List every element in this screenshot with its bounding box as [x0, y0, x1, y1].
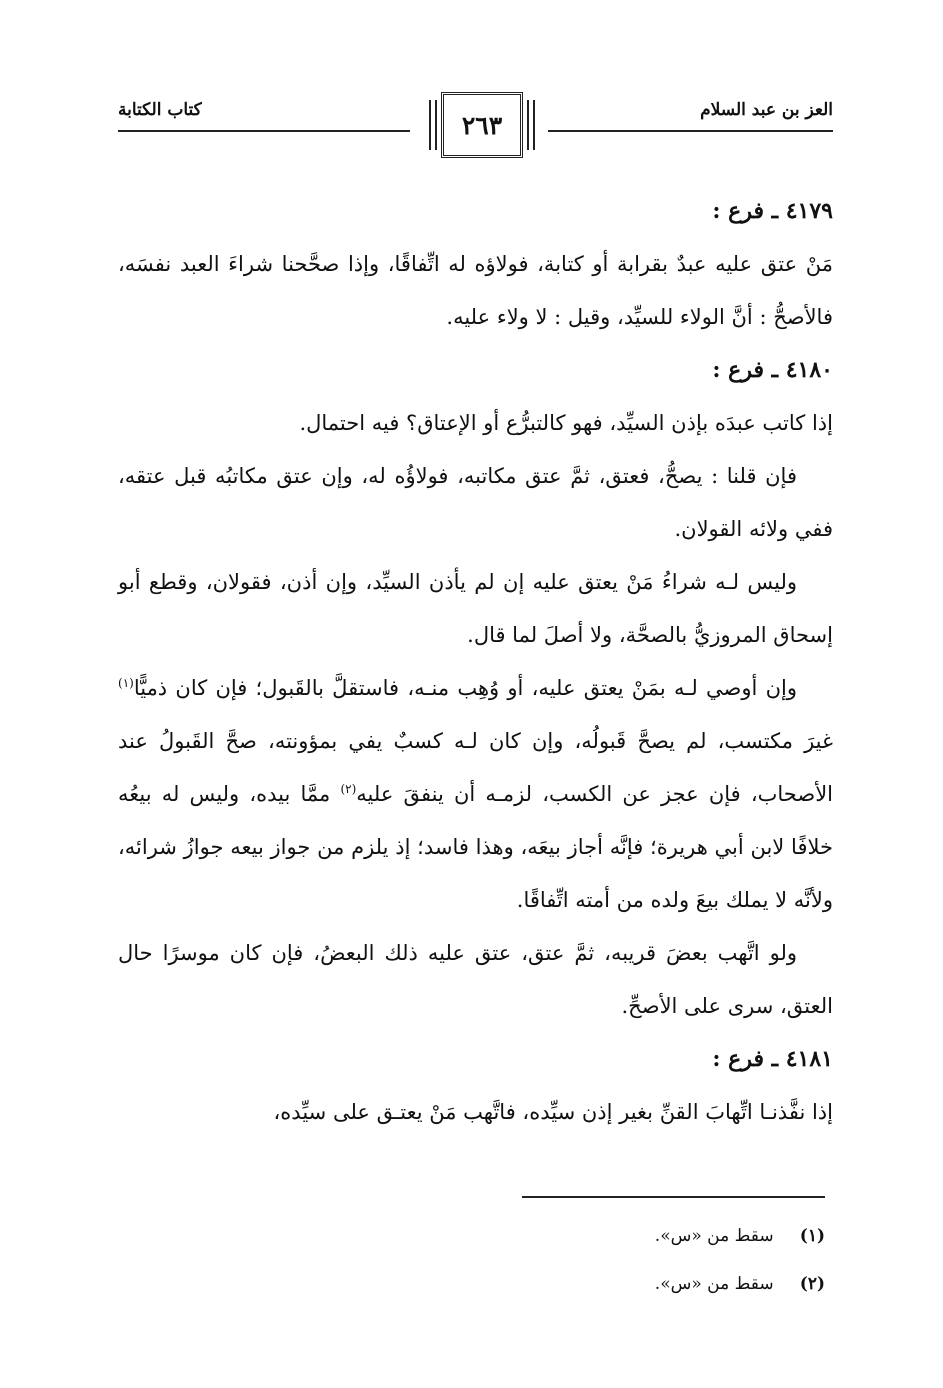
page-header [118, 88, 833, 166]
paragraph-with-footnotes [118, 662, 833, 927]
paragraph-text: وإن أوصي لـه بمَنْ يعتق عليه، أو وُهِب منـه، فاستقلَّ بالقَبول؛ فإن كان ذميًّا [133, 676, 797, 700]
chapter-title: كتاب الكتابة [118, 100, 202, 120]
author-title: العز بن عبد السلام [700, 100, 833, 120]
paragraph-text: غيرَ مكتسب، لم يصحَّ قَبولُه، وإن كان لـه كسبٌ يفي بمؤونته، صحَّ القَبولُ عند الأصحاب، فإن عجز عن الكسب، لزمـه أن ينفقَ عليه [118, 729, 834, 806]
section-heading-4179: ٤١٧٩ ـ فرع : [712, 198, 833, 224]
footnotes [325, 1212, 825, 1308]
paragraph: وليس لـه شراءُ مَنْ يعتق عليه إن لم يأذن السيِّد، وإن أذن، فقولان، وقطع أبو إسحاق المروزيُّ بالصحَّة، ولا أصلَ لما قال. [118, 570, 833, 647]
page-number: ٢٦٣ [461, 110, 503, 140]
section-heading-4181: ٤١٨١ ـ فرع : [712, 1046, 833, 1072]
paragraph: مَنْ عتق عليه عبدٌ بقرابة أو كتابة، فولاؤه له اتِّفاقًا، وإذا صحَّحنا شراءَ العبد نفسَه، فالأصحُّ : أنَّ الولاء للسيِّد، وقيل : لا ولاء عليه. [118, 252, 833, 329]
paragraph-text: ممَّا بيده، وليس له بيعُه خلافًا لابن أبي هريرة؛ فإنَّه أجاز بيعَه، وهذا فاسد؛ إذ يلزم من جواز بيعه جوازُ شرائه، ولأنَّه لا يملك بيعَ ولده من أمته اتِّفاقًا. [118, 782, 833, 912]
footnote-number: (٢) [799, 1274, 825, 1294]
footnote-number: (١) [799, 1226, 825, 1246]
header-rule-left [118, 130, 410, 132]
paragraph: إذا نفَّذنـا اتِّهابَ القنِّ بغير إذن سيِّده، فاتَّهب مَنْ يعتـق على سيِّده، [273, 1100, 833, 1124]
header-rule-right [548, 130, 833, 132]
footnote-ref-1[interactable]: (١) [118, 676, 134, 690]
paragraph: إذا كاتب عبدَه بإذن السيِّد، فهو كالتبرُّع أو الإعتاق؟ فيه احتمال. [299, 411, 833, 435]
paragraph: فإن قلنا : يصحُّ، فعتق، ثمَّ عتق مكاتبه، فولاؤُه له، وإن عتق مكاتبُه قبل عتقه، ففي ولائه القولان. [118, 464, 833, 541]
section-heading-4180: ٤١٨٠ ـ فرع : [712, 357, 833, 383]
main-text [118, 185, 833, 1139]
footnote-2 [325, 1260, 825, 1308]
paragraph: ولو اتَّهب بعضَ قريبه، ثمَّ عتق، عتق عليه ذلك البعضُ، فإن كان موسرًا حال العتق، سرى على الأصحِّ. [118, 941, 833, 1018]
footnote-separator [522, 1196, 825, 1198]
footnote-text: سقط من «س». [654, 1274, 774, 1294]
footnote-text: سقط من «س». [654, 1226, 774, 1246]
footnote-1 [325, 1212, 825, 1260]
page-number-frame [441, 92, 523, 158]
footnote-ref-2[interactable]: (٢) [340, 782, 357, 796]
